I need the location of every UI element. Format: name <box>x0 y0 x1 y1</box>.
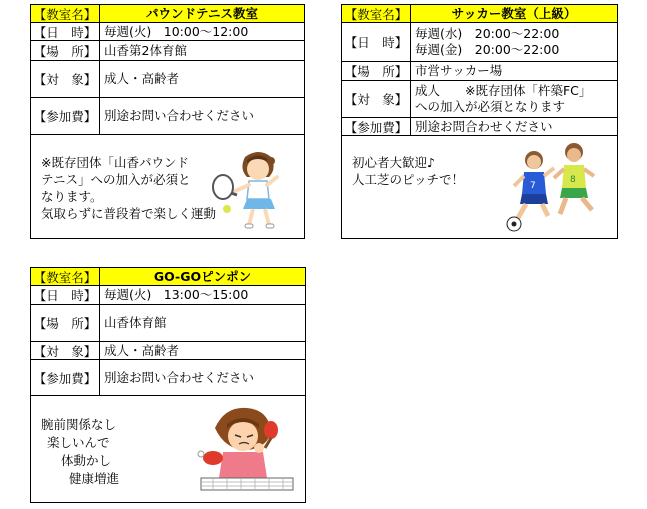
note-text <box>352 154 464 188</box>
fee-value: 別途お問合わせください <box>415 118 553 134</box>
title-row <box>342 5 617 22</box>
place-value: 山香体育館 <box>104 315 167 330</box>
fee-row <box>342 117 617 135</box>
date-line: 毎週(水) 20:00～22:00 <box>415 26 560 41</box>
place-label: 【場 所】 <box>31 41 100 60</box>
place-value: 市営サッカー場 <box>415 63 503 78</box>
date-value: 毎週(火) 10:00～12:00 <box>104 23 249 39</box>
note-text <box>41 154 216 222</box>
title-label: 【教室名】 <box>31 268 100 285</box>
date-line: 毎週(金) 20:00～22:00 <box>415 42 560 57</box>
date-label: 【日 時】 <box>31 23 100 40</box>
title-label: 【教室名】 <box>342 5 411 22</box>
note-line: 人工芝のピッチで！ <box>352 172 465 187</box>
target-label: 【対 象】 <box>342 81 411 117</box>
title-label: 【教室名】 <box>31 5 100 22</box>
note-line: 体動かし <box>61 453 112 468</box>
date-value <box>411 23 617 61</box>
date-label: 【日 時】 <box>31 286 100 304</box>
date-label: 【日 時】 <box>342 23 411 61</box>
fee-label: 【参加費】 <box>31 98 100 134</box>
target-line: 成人 ※既存団体「杵築FC」 <box>415 83 592 98</box>
fee-row <box>31 97 304 134</box>
note-row <box>31 134 304 238</box>
note-row <box>31 395 305 502</box>
note-line: 初心者大歓迎♪ <box>352 155 435 170</box>
target-label: 【対 象】 <box>31 61 100 97</box>
target-row <box>342 80 617 117</box>
note-line: 腕前関係なし <box>41 417 117 432</box>
title-row <box>31 268 305 285</box>
target-value: 成人・高齢者 <box>104 71 180 86</box>
date-value: 毎週(火) 13:00～15:00 <box>104 287 249 302</box>
class-title: パウンドテニス教室 <box>145 5 258 21</box>
place-label: 【場 所】 <box>31 305 100 341</box>
fee-row <box>31 359 305 395</box>
target-value <box>411 81 617 117</box>
place-row <box>342 61 617 80</box>
soccer-class-card <box>341 4 618 239</box>
svg-text:7: 7 <box>530 181 536 191</box>
place-row <box>31 40 304 60</box>
tennis-class-card <box>30 4 305 239</box>
fee-label: 【参加費】 <box>31 360 100 395</box>
target-value: 成人・高齢者 <box>104 342 180 358</box>
place-value: 山香第2体育館 <box>104 42 187 58</box>
pingpong-player-illustration <box>197 404 297 496</box>
note-line: 楽しいんで <box>47 435 110 450</box>
fee-value: 別途お問い合わせください <box>104 369 255 385</box>
date-row <box>342 22 617 61</box>
target-label: 【対 象】 <box>31 342 100 359</box>
target-row <box>31 60 304 97</box>
tennis-player-illustration <box>211 147 291 233</box>
note-line: テニス」への加入が必須と <box>41 172 191 187</box>
svg-text:8: 8 <box>570 175 576 185</box>
place-row <box>31 304 305 341</box>
fee-label: 【参加費】 <box>342 118 411 135</box>
date-row <box>31 22 304 40</box>
note-line: 気取らずに普段着で楽しく運動 <box>41 206 217 221</box>
class-title: GO-GOピンポン <box>153 268 252 284</box>
note-line: 健康増進 <box>69 471 120 486</box>
fee-value: 別途お問い合わせください <box>104 108 255 123</box>
pingpong-class-card <box>30 267 306 503</box>
target-line: への加入が必須となります <box>415 99 566 114</box>
note-line: なります。 <box>41 189 103 204</box>
note-line: ※既存団体「山香パウンド <box>41 155 189 170</box>
title-row <box>31 5 304 22</box>
place-label: 【場 所】 <box>342 62 411 80</box>
date-row <box>31 285 305 304</box>
note-row <box>342 135 617 238</box>
target-row <box>31 341 305 359</box>
soccer-players-illustration <box>504 138 608 236</box>
class-title: サッカー教室（上級） <box>451 5 577 21</box>
